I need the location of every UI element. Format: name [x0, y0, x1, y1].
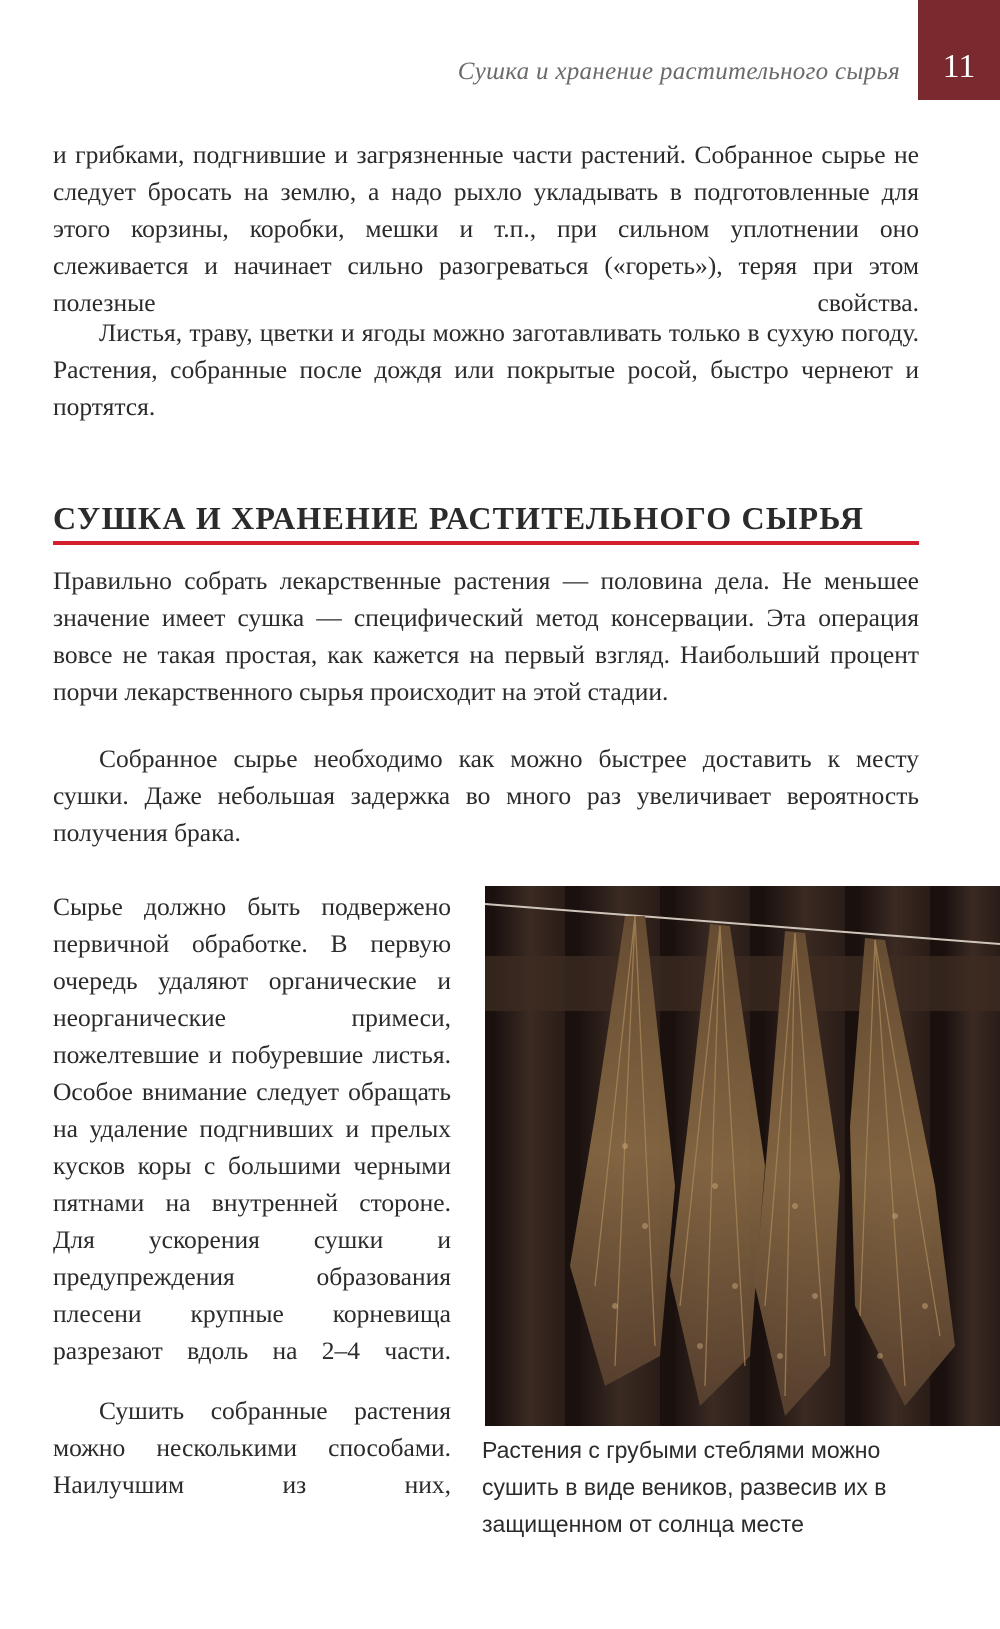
page-number-tab [918, 0, 1000, 100]
column-paragraph-continued: Сушить собранные растения можно несколькими способами. Наилучшим из них, [53, 1396, 451, 1499]
drying-herbs-photo [485, 886, 1000, 1426]
running-title: Сушка и хранение растительного сырья [457, 58, 900, 85]
intro-paragraph-1: и грибками, подгнившие и загрязненные части растений. Собранное сырье не следует бросать на землю, а надо рыхло укладывать в подготовленные для этого корзины, коробки, мешки и т.п., при сильном уплотнении оно слеживается и начинает сильно разогреваться («гореть»), теряя при этом полезные свойства. [53, 140, 919, 317]
column-paragraph: Сырье должно быть подвержено первичной обработке. В первую очередь удаляют органические и неорганические примеси, пожелтевшие и побуревшие листья. Особое внимание следует обращать на удаление подгнивших и прелых кусков коры с большими черными пятнами на внутренней стороне. Для ускорения сушки и предупреждения образования плесени крупные корневища разрезают вдоль на 2–4 части. [53, 892, 451, 1365]
page-number: 11 [942, 48, 976, 85]
section-paragraph-1: Правильно собрать лекарственные растения — половина дела. Не меньшее значение имеет сушка — специфический метод консервации. Эта операция вовсе не такая простая, как кажется на первый взгляд. Наибольший процент порчи лекарственного сырья происходит на этой стадии. [53, 566, 919, 706]
section-paragraph-2: Собранное сырье необходимо как можно быстрее доставить к месту сушки. Даже небольшая задержка во много раз увеличивает вероятность получения брака. [53, 744, 919, 847]
figure-caption: Растения с грубыми стеблями можно сушить в виде веников, развесив их в защищенном от солнца месте [482, 1437, 887, 1537]
intro-paragraph-2: Листья, траву, цветки и ягоды можно заготавливать только в сухую погоду. Растения, собранные после дождя или покрытые росой, быстро чернеют и портятся. [53, 318, 919, 421]
section-heading: СУШКА И ХРАНЕНИЕ РАСТИТЕЛЬНОГО СЫРЬЯ [53, 500, 919, 545]
